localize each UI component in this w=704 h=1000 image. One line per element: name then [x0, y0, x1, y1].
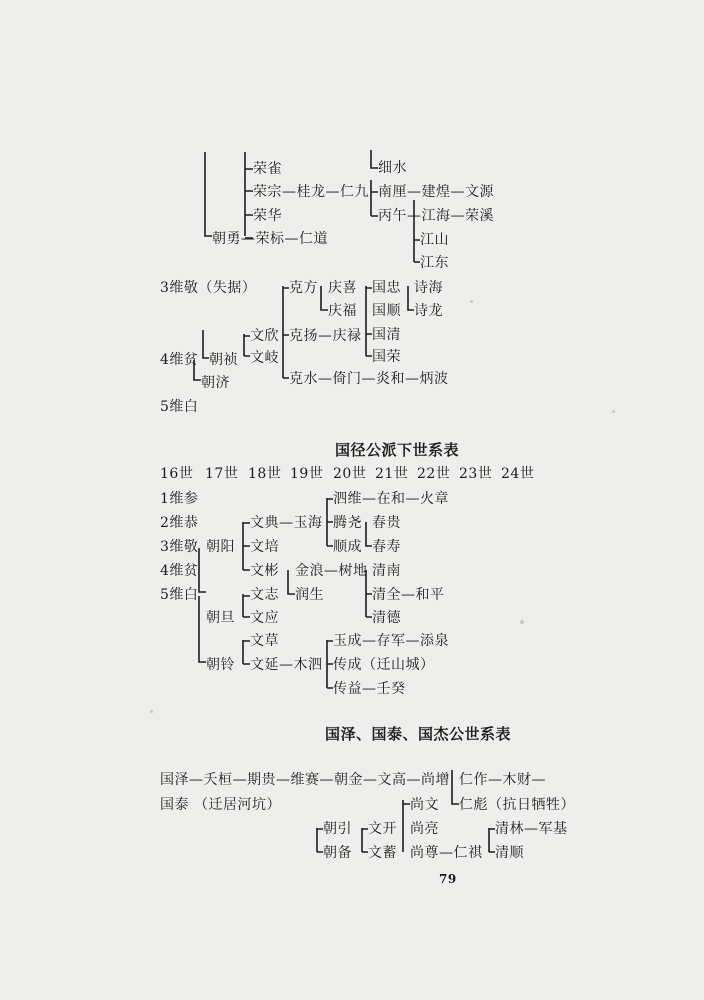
section3-node: 朝备: [323, 845, 352, 861]
tree2-node: 克水—倚门—炎和—炳波: [289, 371, 449, 387]
section3-node: 国泽—夭桓—期贵—维赛—朝金—文高—尚增: [160, 772, 450, 788]
tree2-node: 文岐: [250, 350, 279, 366]
section2-node: 传成（迁山城）: [333, 657, 435, 673]
section3-node: 尚尊—仁祺: [410, 845, 483, 861]
section2-node: 文延—木泗: [250, 657, 323, 673]
generation-label: 16世: [160, 466, 194, 482]
section2-node: 3维敬: [160, 539, 199, 555]
tree1-node: 细水: [378, 160, 407, 176]
section3-node: 清顺: [495, 845, 524, 861]
section2-node: 顺成: [333, 539, 362, 555]
section2-node: 朝阳: [206, 539, 235, 555]
section3-node: 仁作—木财—: [459, 772, 546, 788]
section3-node: 清林—军基: [495, 821, 568, 837]
tree1-node: 荣宗—桂龙—仁九: [253, 184, 369, 200]
tree1-node: 荣雀: [253, 161, 282, 177]
section3-node: 国泰 （迁居河坑）: [160, 797, 281, 813]
generation-label: 17世: [205, 466, 239, 482]
tree2-node: 文欣: [250, 328, 279, 344]
section2-node: 文培: [250, 539, 279, 555]
tree2-node: 朝祯: [209, 352, 238, 368]
tree2-node: 国忠: [372, 280, 401, 296]
section2-node: 朝铃: [206, 657, 235, 673]
section2-node: 5维白: [160, 587, 199, 603]
section2-node: 金浪—树地: [295, 563, 368, 579]
section2-node: 4维贫: [160, 563, 199, 579]
section3-node: 文开: [368, 821, 397, 837]
section2-node: 玉成—存军—添泉: [333, 633, 449, 649]
section3-node: 尚亮: [410, 821, 439, 837]
section2-node: 春寿: [372, 539, 401, 555]
section2-node: 1维参: [160, 491, 199, 507]
section2-node: 2维恭: [160, 515, 199, 531]
section2-node: 文应: [250, 610, 279, 626]
section3-node: 朝引: [323, 821, 352, 837]
tree2-node: 诗龙: [414, 303, 443, 319]
generation-label: 23世: [459, 466, 493, 482]
section2-node: 清南: [372, 563, 401, 579]
generation-label: 18世: [248, 466, 282, 482]
tree2-node: 朝济: [201, 375, 230, 391]
generation-label: 24世: [501, 466, 535, 482]
section3-node: 尚文: [410, 797, 439, 813]
section2-node: 腾尧: [333, 515, 362, 531]
tree1-node: 南厘—建煌—文源: [378, 184, 494, 200]
tree2-node: 国清: [372, 327, 401, 343]
section2-node: 传益—壬癸: [333, 681, 406, 697]
section2-node: 朝旦: [206, 610, 235, 626]
section2-node: 清德: [372, 610, 401, 626]
section2-node: 文志: [250, 587, 279, 603]
tree2-node: 庆喜: [328, 280, 357, 296]
section2-node: 泗维—在和—火章: [333, 491, 449, 507]
section2-node: 文彬: [250, 563, 279, 579]
tree2-node: 克方: [289, 280, 318, 296]
tree2-node: 3维敬（失据）: [160, 280, 257, 296]
tree2-node: 庆福: [328, 303, 357, 319]
tree2-node: 4维贫: [160, 352, 199, 368]
section2-node: 清全—和平: [372, 587, 445, 603]
page-number: 79: [439, 872, 457, 886]
section2-node: 润生: [295, 587, 324, 603]
section-title: 国径公派下世系表: [335, 441, 460, 459]
section2-node: 春贵: [372, 515, 401, 531]
tree2-node: 国顺: [372, 303, 401, 319]
generation-label: 21世: [375, 466, 409, 482]
generation-label: 20世: [333, 466, 367, 482]
section3-node: 文蓄: [368, 845, 397, 861]
tree2-node: 克扬—庆禄: [289, 328, 362, 344]
section3-node: 仁彪（抗日牺牲）: [459, 797, 575, 813]
tree1-node: 江山: [420, 232, 449, 248]
tree1-node: 荣华: [253, 208, 282, 224]
tree1-node: 丙午—江海—荣溪: [378, 208, 494, 224]
tree2-node: 国荣: [372, 349, 401, 365]
tree1-node: 江东: [420, 255, 449, 271]
section2-node: 文草: [250, 633, 279, 649]
generation-label: 22世: [417, 466, 451, 482]
section-title: 国泽、国泰、国杰公世系表: [325, 725, 512, 743]
generation-label: 19世: [290, 466, 324, 482]
tree2-node: 5维白: [160, 399, 199, 415]
section2-node: 文典—玉海: [250, 515, 323, 531]
tree1-node: 朝勇—荣标—仁道: [212, 231, 328, 247]
tree2-node: 诗海: [414, 280, 443, 296]
